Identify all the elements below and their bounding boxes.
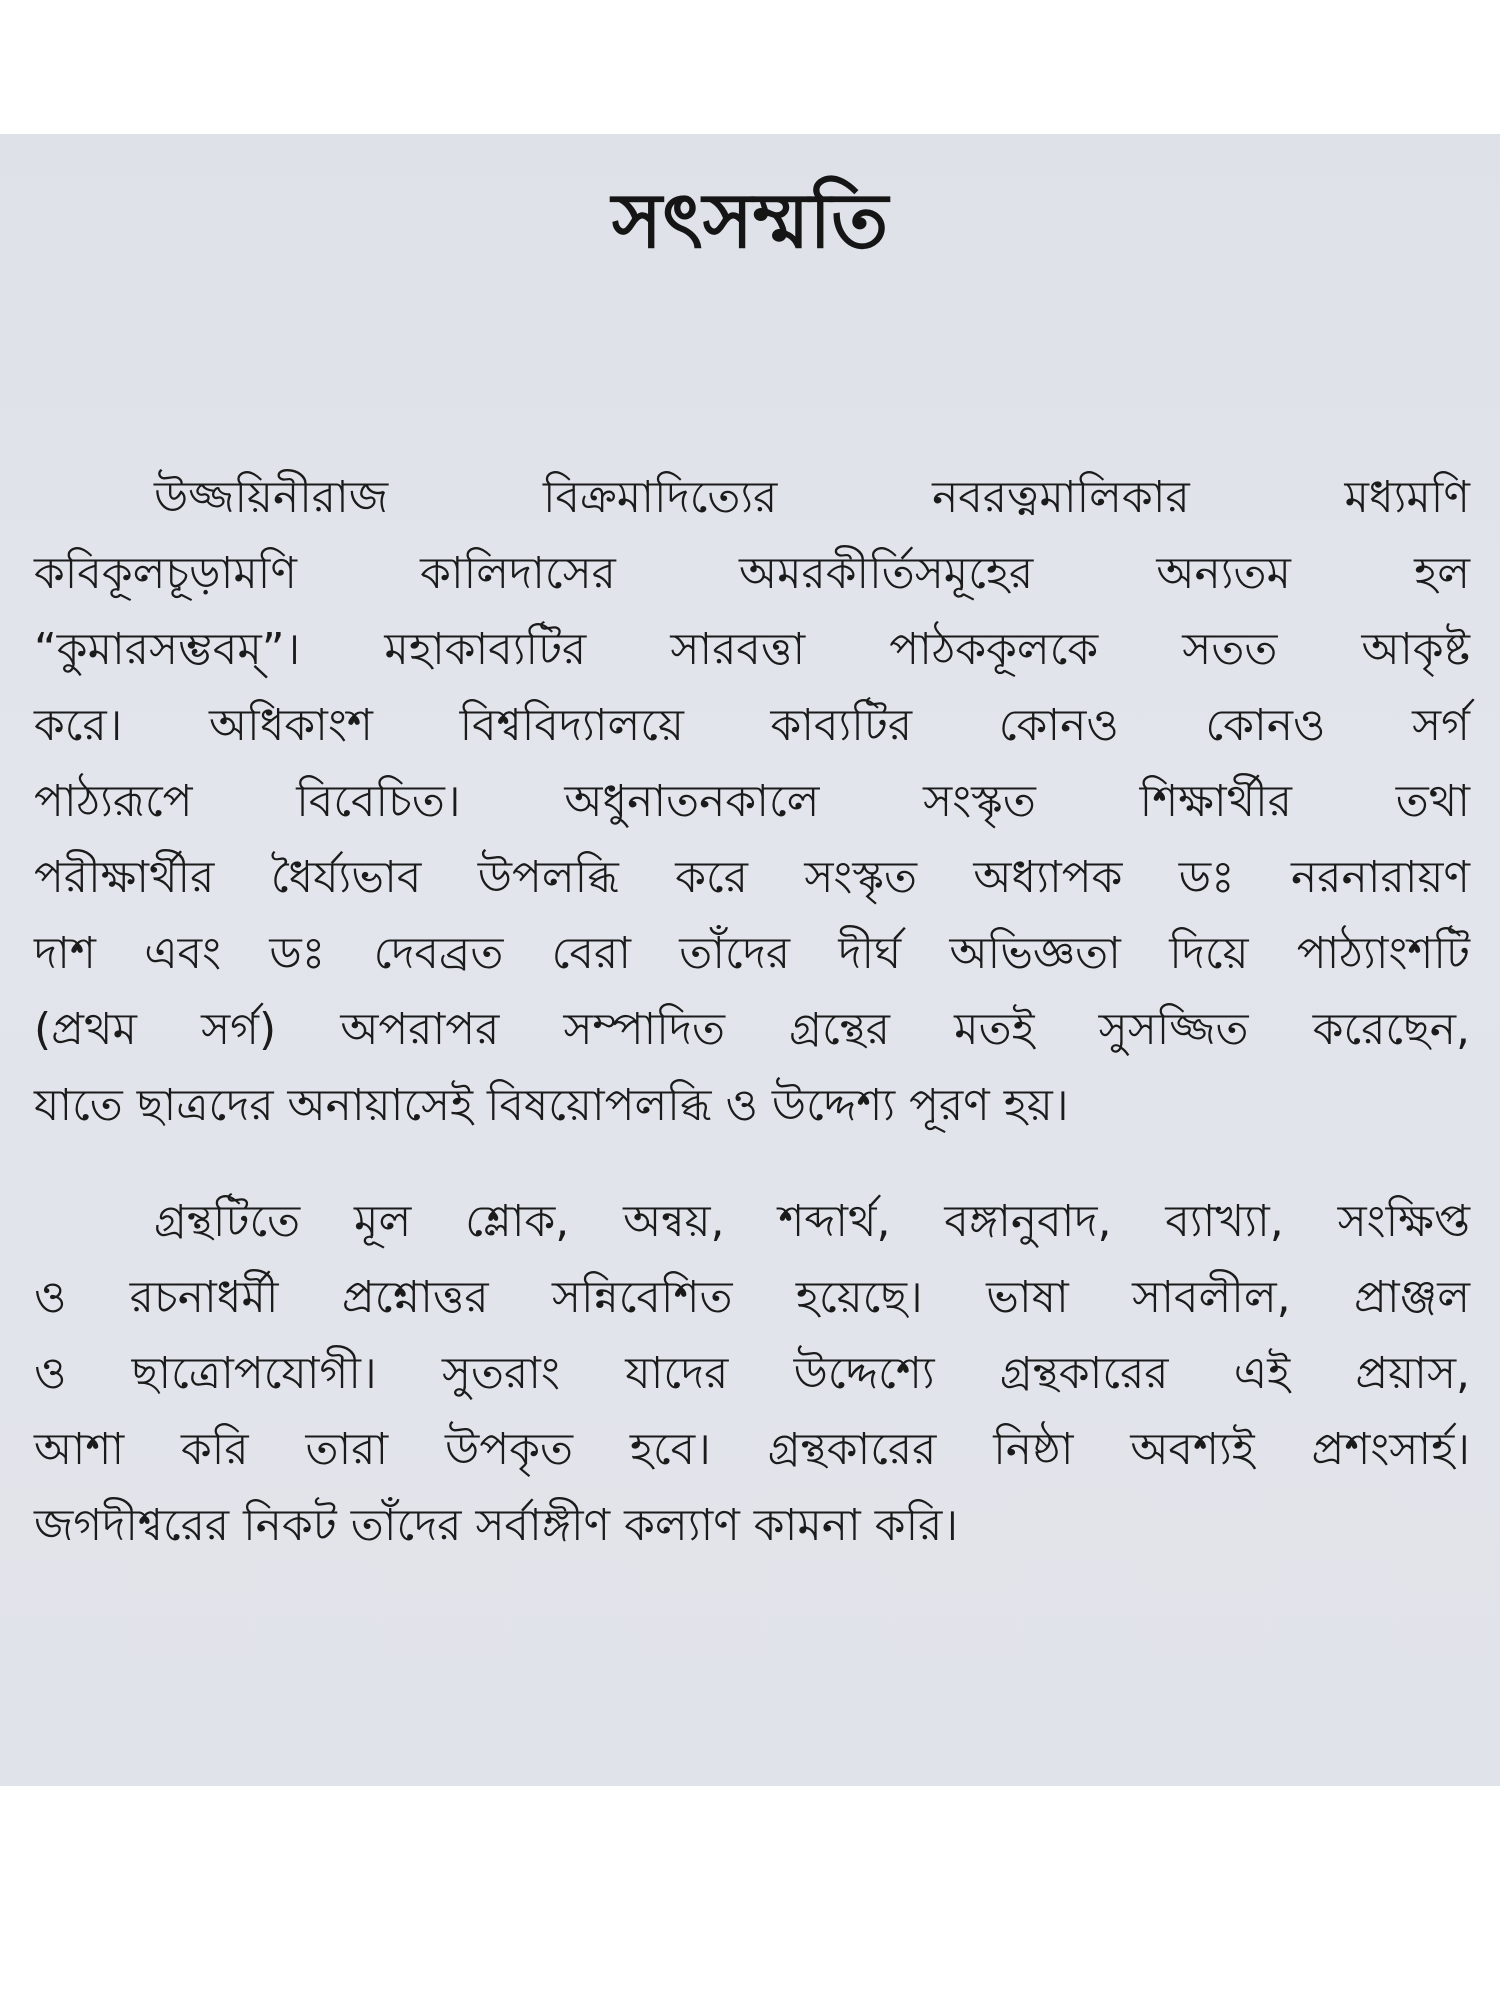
text-line: উজ্জয়িনীরাজ বিক্রমাদিত্যের নবরত্নমালিকার মধ্যমণি xyxy=(154,472,1470,523)
text-line: পাঠ্যরূপে বিবেচিত। অধুনাতনকালে সংস্কৃত শিক্ষার্থীর তথা xyxy=(34,776,1470,827)
paragraph-2 xyxy=(34,1184,1470,1564)
text-line: আশা করি তারা উপকৃত হবে। গ্রন্থকারের নিষ্ঠা অবশ্যই প্রশংসার্হ। xyxy=(34,1424,1470,1475)
text-line: ও রচনাধর্মী প্রশ্নোত্তর সন্নিবেশিত হয়েছে। ভাষা সাবলীল, প্রাঞ্জল xyxy=(34,1272,1470,1323)
text-line: যাতে ছাত্রদের অনায়াসেই বিষয়োপলব্ধি ও উদ্দেশ্য পূরণ হয়। xyxy=(34,1080,1069,1131)
text-line: করে। অধিকাংশ বিশ্ববিদ্যালয়ে কাব্যটির কোনও কোনও সর্গ xyxy=(34,700,1470,751)
text-line: দাশ এবং ডঃ দেবব্রত বেরা তাঁদের দীর্ঘ অভিজ্ঞতা দিয়ে পাঠ্যাংশটি xyxy=(34,928,1470,979)
paragraph-1 xyxy=(34,460,1470,1144)
text-line: “কুমারসম্ভবম্”। মহাকাব্যটির সারবত্তা পাঠককূলকে সতত আকৃষ্ট xyxy=(34,624,1470,675)
page-body xyxy=(34,460,1470,1564)
scanned-page xyxy=(0,134,1500,1786)
text-line: (প্রথম সর্গ) অপরাপর সম্পাদিত গ্রন্থের মতই সুসজ্জিত করেছেন, xyxy=(34,1004,1470,1055)
text-line: কবিকূলচূড়ামণি কালিদাসের অমরকীর্তিসমূহের অন্যতম হল xyxy=(34,548,1470,599)
text-line: গ্রন্থটিতে মূল শ্লোক, অন্বয়, শব্দার্থ, বঙ্গানুবাদ, ব্যাখ্যা, সংক্ষিপ্ত xyxy=(154,1196,1470,1247)
text-line: পরীক্ষার্থীর ধৈর্য্যভাব উপলব্ধি করে সংস্কৃত অধ্যাপক ডঃ নরনারায়ণ xyxy=(34,852,1470,903)
paragraph-gap xyxy=(34,1144,1470,1184)
text-line: ও ছাত্রোপযোগী। সুতরাং যাদের উদ্দেশ্যে গ্রন্থকারের এই প্রয়াস, xyxy=(34,1348,1470,1399)
page-title: সৎসম্মতি xyxy=(611,176,889,265)
text-line: জগদীশ্বরের নিকট তাঁদের সর্বাঙ্গীণ কল্যাণ কামনা করি। xyxy=(34,1500,959,1551)
